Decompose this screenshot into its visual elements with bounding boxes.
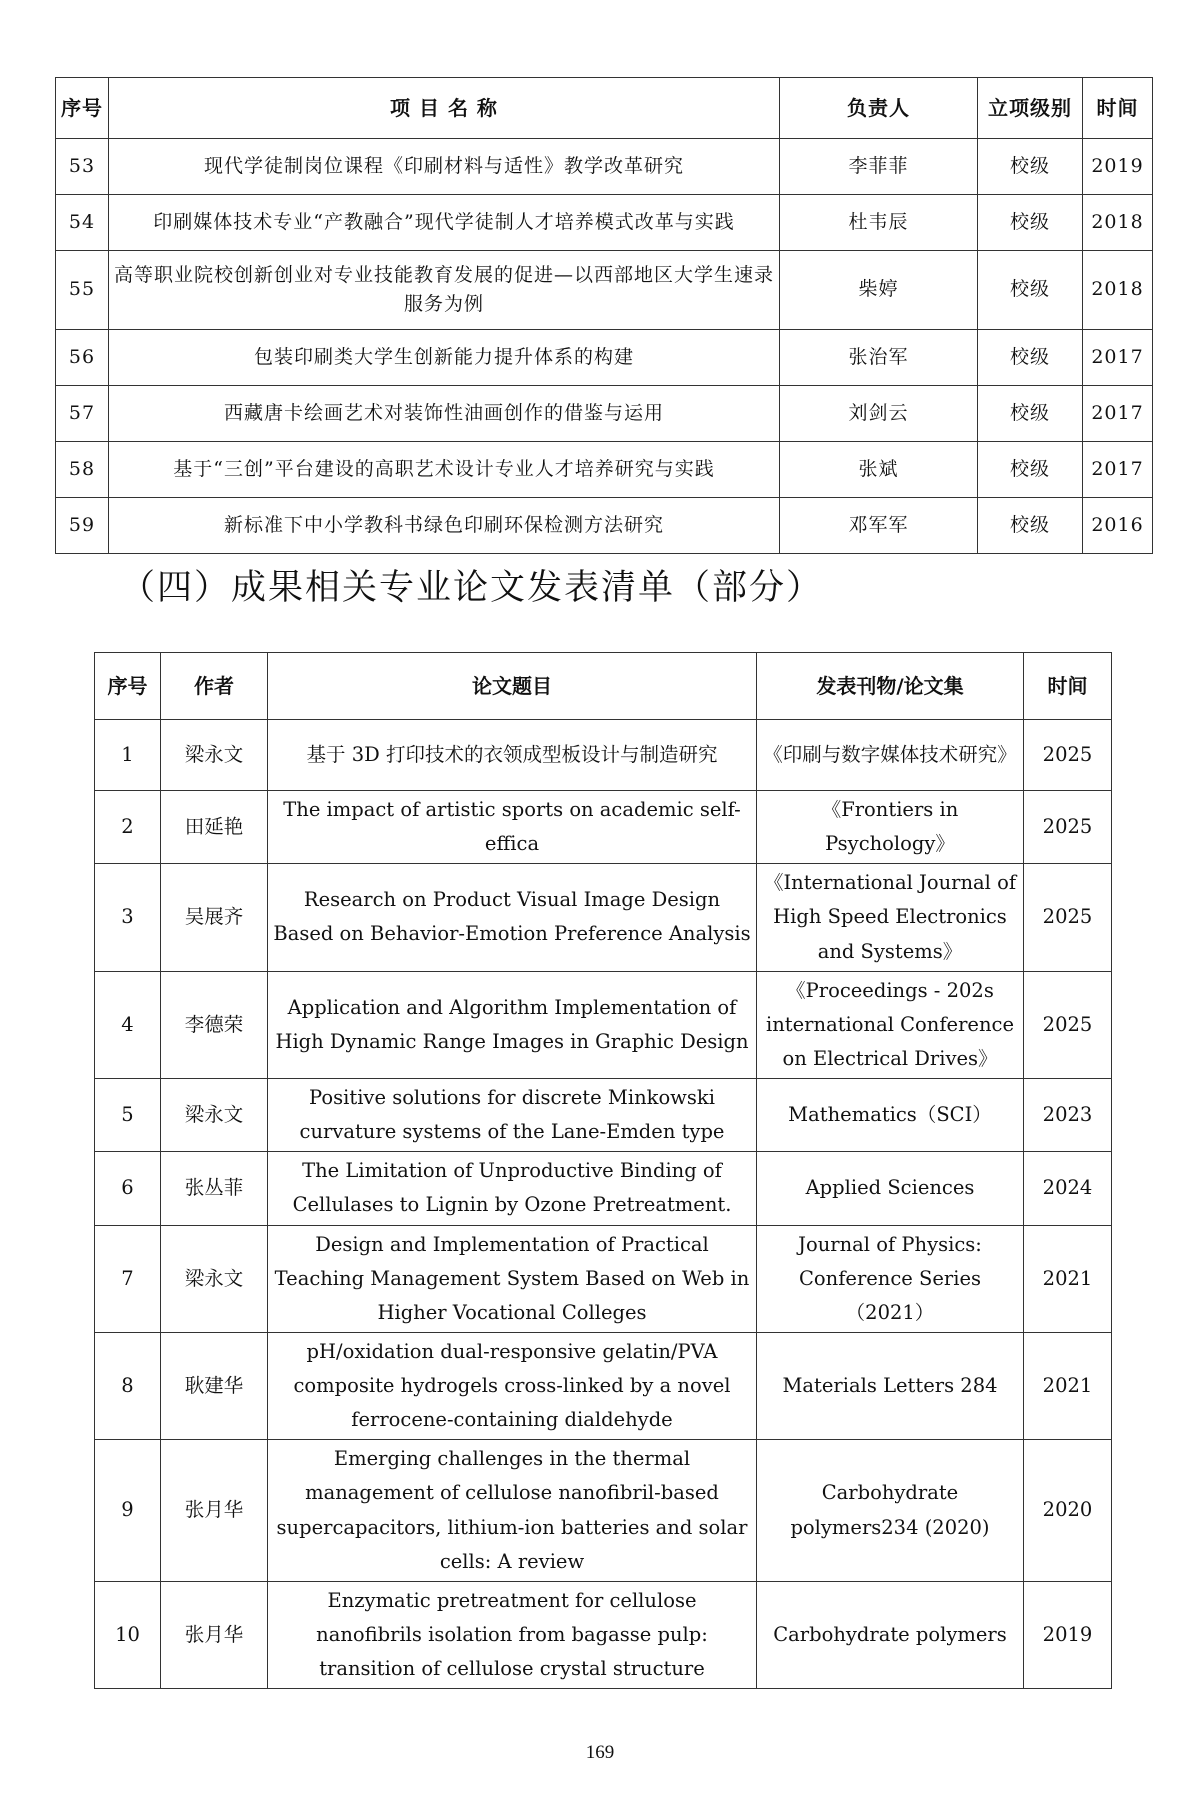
cell-name: 高等职业院校创新创业对专业技能教育发展的促进—以西部地区大学生速录服务为例 [109,251,780,330]
header-cell: 序号 [95,653,161,720]
cell-title: Emerging challenges in the thermal management of cellulose nanofibril-based supercapacitors, lithium-ion batteries and solar cells: A review [268,1440,757,1582]
header-cell: 作者 [161,653,268,720]
cell-no: 2 [95,791,161,864]
cell-year: 2017 [1083,442,1153,498]
table-row [95,1152,1112,1225]
cell-year: 2025 [1024,864,1112,971]
table-row [95,1225,1112,1332]
cell-journal: Carbohydrate polymers234 (2020) [757,1440,1024,1582]
cell-level: 校级 [978,442,1083,498]
cell-no: 1 [95,720,161,791]
cell-level: 校级 [978,498,1083,554]
cell-title: 基于 3D 打印技术的衣领成型板设计与制造研究 [268,720,757,791]
table-row [56,251,1153,330]
cell-no: 54 [56,195,109,251]
cell-year: 2021 [1024,1332,1112,1439]
cell-no: 3 [95,864,161,971]
cell-year: 2023 [1024,1079,1112,1152]
cell-title: Enzymatic pretreatment for cellulose nanofibrils isolation from bagasse pulp: transition of cellulose crystal structure [268,1581,757,1688]
cell-author: 吴展齐 [161,864,268,971]
table-row [95,1332,1112,1439]
cell-no: 8 [95,1332,161,1439]
section-title: （四）成果相关专业论文发表清单（部分） [120,568,824,608]
header-cell: 时间 [1083,78,1153,139]
cell-name: 包装印刷类大学生创新能力提升体系的构建 [109,330,780,386]
table-row [56,386,1153,442]
cell-journal: 《印刷与数字媒体技术研究》 [757,720,1024,791]
cell-journal: Mathematics（SCI） [757,1079,1024,1152]
header-cell: 发表刊物/论文集 [757,653,1024,720]
cell-no: 58 [56,442,109,498]
cell-no: 7 [95,1225,161,1332]
cell-title: The impact of artistic sports on academic self-effica [268,791,757,864]
cell-no: 56 [56,330,109,386]
cell-no: 9 [95,1440,161,1582]
cell-year: 2021 [1024,1225,1112,1332]
cell-author: 张月华 [161,1440,268,1582]
header-cell: 负责人 [780,78,978,139]
cell-leader: 柴婷 [780,251,978,330]
cell-journal: Materials Letters 284 [757,1332,1024,1439]
cell-year: 2019 [1083,139,1153,195]
cell-year: 2019 [1024,1581,1112,1688]
table-row [56,330,1153,386]
header-cell: 序号 [56,78,109,139]
cell-no: 4 [95,971,161,1078]
cell-title: pH/oxidation dual-responsive gelatin/PVA composite hydrogels cross-linked by a novel ferrocene-containing dialdehyde [268,1332,757,1439]
cell-author: 梁永文 [161,1079,268,1152]
header-cell: 项 目 名 称 [109,78,780,139]
table-row [56,139,1153,195]
header-cell: 时间 [1024,653,1112,720]
table-row [95,864,1112,971]
cell-no: 59 [56,498,109,554]
cell-journal: 《International Journal of High Speed Electronics and Systems》 [757,864,1024,971]
table-row [56,195,1153,251]
header-cell: 立项级别 [978,78,1083,139]
cell-level: 校级 [978,251,1083,330]
cell-author: 张丛菲 [161,1152,268,1225]
cell-level: 校级 [978,386,1083,442]
projects-table [55,77,1153,554]
cell-name: 现代学徒制岗位课程《印刷材料与适性》教学改革研究 [109,139,780,195]
table-row [56,442,1153,498]
cell-title: The Limitation of Unproductive Binding of Cellulases to Lignin by Ozone Pretreatment. [268,1152,757,1225]
cell-year: 2017 [1083,386,1153,442]
cell-level: 校级 [978,139,1083,195]
cell-leader: 邓军军 [780,498,978,554]
cell-leader: 张治军 [780,330,978,386]
cell-level: 校级 [978,330,1083,386]
cell-no: 57 [56,386,109,442]
cell-title: Design and Implementation of Practical Teaching Management System Based on Web in Higher Vocational Colleges [268,1225,757,1332]
table-row [56,498,1153,554]
table-row [95,720,1112,791]
cell-author: 耿建华 [161,1332,268,1439]
table-row [95,1581,1112,1688]
cell-journal: 《Proceedings - 202s international Conference on Electrical Drives》 [757,971,1024,1078]
cell-title: Positive solutions for discrete Minkowski curvature systems of the Lane-Emden type [268,1079,757,1152]
papers-header-row [95,653,1112,720]
cell-name: 西藏唐卡绘画艺术对装饰性油画创作的借鉴与运用 [109,386,780,442]
cell-author: 梁永文 [161,720,268,791]
table-row [95,971,1112,1078]
cell-year: 2025 [1024,720,1112,791]
cell-year: 2016 [1083,498,1153,554]
cell-no: 5 [95,1079,161,1152]
cell-year: 2018 [1083,195,1153,251]
cell-leader: 杜韦辰 [780,195,978,251]
cell-journal: 《Frontiers in Psychology》 [757,791,1024,864]
cell-year: 2025 [1024,971,1112,1078]
papers-table [94,652,1112,1689]
cell-year: 2020 [1024,1440,1112,1582]
page-number: 169 [585,1742,615,1763]
cell-leader: 李菲菲 [780,139,978,195]
cell-name: 印刷媒体技术专业“产教融合”现代学徒制人才培养模式改革与实践 [109,195,780,251]
header-cell: 论文题目 [268,653,757,720]
cell-journal: Journal of Physics: Conference Series（2021） [757,1225,1024,1332]
cell-author: 梁永文 [161,1225,268,1332]
cell-name: 新标准下中小学教科书绿色印刷环保检测方法研究 [109,498,780,554]
table-row [95,1079,1112,1152]
cell-year: 2017 [1083,330,1153,386]
cell-year: 2025 [1024,791,1112,864]
cell-journal: Carbohydrate polymers [757,1581,1024,1688]
cell-author: 张月华 [161,1581,268,1688]
cell-leader: 张斌 [780,442,978,498]
table-row [95,791,1112,864]
cell-level: 校级 [978,195,1083,251]
cell-title: Application and Algorithm Implementation of High Dynamic Range Images in Graphic Design [268,971,757,1078]
cell-leader: 刘剑云 [780,386,978,442]
cell-year: 2018 [1083,251,1153,330]
cell-no: 55 [56,251,109,330]
cell-name: 基于“三创”平台建设的高职艺术设计专业人才培养研究与实践 [109,442,780,498]
cell-no: 6 [95,1152,161,1225]
cell-no: 53 [56,139,109,195]
cell-title: Research on Product Visual Image Design Based on Behavior-Emotion Preference Analysis [268,864,757,971]
cell-author: 田延艳 [161,791,268,864]
cell-year: 2024 [1024,1152,1112,1225]
projects-header-row [56,78,1153,139]
cell-author: 李德荣 [161,971,268,1078]
table-row [95,1440,1112,1582]
cell-no: 10 [95,1581,161,1688]
cell-journal: Applied Sciences [757,1152,1024,1225]
